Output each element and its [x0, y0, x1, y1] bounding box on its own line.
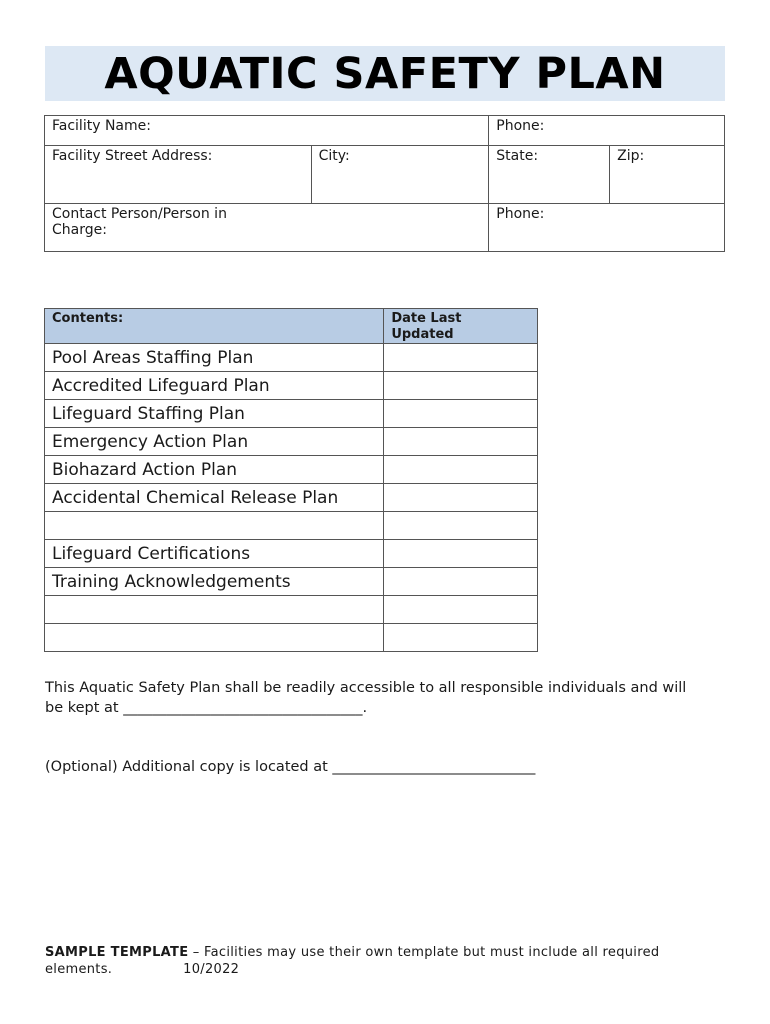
- plan-name: Pool Areas Staffing Plan: [45, 344, 384, 372]
- contact-label-line1: Contact Person/Person in: [52, 206, 227, 222]
- date-header-line2: Updated: [391, 327, 454, 342]
- date-cell[interactable]: [384, 344, 538, 372]
- page-title: AQUATIC SAFETY PLAN: [104, 49, 666, 99]
- table-row: [45, 624, 538, 652]
- table-row: [45, 596, 538, 624]
- table-row: [45, 540, 538, 568]
- date-cell[interactable]: [384, 540, 538, 568]
- date-cell[interactable]: [384, 484, 538, 512]
- date-cell[interactable]: [384, 596, 538, 624]
- date-cell[interactable]: [384, 512, 538, 540]
- date-cell[interactable]: [384, 372, 538, 400]
- plan-name: Lifeguard Staffing Plan: [45, 400, 384, 428]
- table-row: [45, 400, 538, 428]
- plan-name: Accidental Chemical Release Plan: [45, 484, 384, 512]
- statement-line1: This Aquatic Safety Plan shall be readily accessible to all responsible individuals and will: [45, 680, 687, 696]
- facility-name-field[interactable]: Facility Name:: [45, 116, 489, 146]
- date-updated-header: [384, 309, 538, 344]
- state-field[interactable]: State:: [489, 146, 610, 204]
- date-header-line1: Date Last: [391, 311, 462, 326]
- contents-header: Contents:: [45, 309, 384, 344]
- date-cell[interactable]: [384, 568, 538, 596]
- contact-label-line2: Charge:: [52, 222, 107, 238]
- table-row: [45, 568, 538, 596]
- plan-name[interactable]: [45, 624, 384, 652]
- plan-name: Lifeguard Certifications: [45, 540, 384, 568]
- footer-line2: elements. 10/2022: [45, 962, 240, 977]
- plan-name: Biohazard Action Plan: [45, 456, 384, 484]
- title-banner: [45, 46, 725, 101]
- table-row: [45, 512, 538, 540]
- contact-person-field[interactable]: [45, 204, 489, 252]
- plan-name[interactable]: [45, 596, 384, 624]
- date-cell[interactable]: [384, 456, 538, 484]
- accessibility-statement: [45, 678, 735, 718]
- table-row: [45, 372, 538, 400]
- plan-name: Emergency Action Plan: [45, 428, 384, 456]
- footer-text: – Facilities may use their own template but must include all required: [188, 945, 660, 960]
- plan-name[interactable]: [45, 512, 384, 540]
- date-cell[interactable]: [384, 400, 538, 428]
- street-address-field[interactable]: Facility Street Address:: [45, 146, 312, 204]
- table-row: [45, 484, 538, 512]
- city-field[interactable]: City:: [311, 146, 489, 204]
- date-cell[interactable]: [384, 624, 538, 652]
- table-row: [45, 456, 538, 484]
- plan-name: Accredited Lifeguard Plan: [45, 372, 384, 400]
- facility-info-table: [44, 115, 725, 252]
- zip-field[interactable]: Zip:: [610, 146, 725, 204]
- contact-phone-field[interactable]: Phone:: [489, 204, 725, 252]
- phone-field[interactable]: Phone:: [489, 116, 725, 146]
- table-row: [45, 344, 538, 372]
- additional-copy-statement: (Optional) Additional copy is located at ____________________________: [45, 759, 536, 775]
- table-row: [45, 428, 538, 456]
- date-cell[interactable]: [384, 428, 538, 456]
- plan-name: Training Acknowledgements: [45, 568, 384, 596]
- statement-line2: be kept at _________________________________.: [45, 700, 368, 716]
- contents-table: [44, 308, 538, 652]
- footer-note: [45, 944, 725, 978]
- footer-label: SAMPLE TEMPLATE: [45, 945, 189, 960]
